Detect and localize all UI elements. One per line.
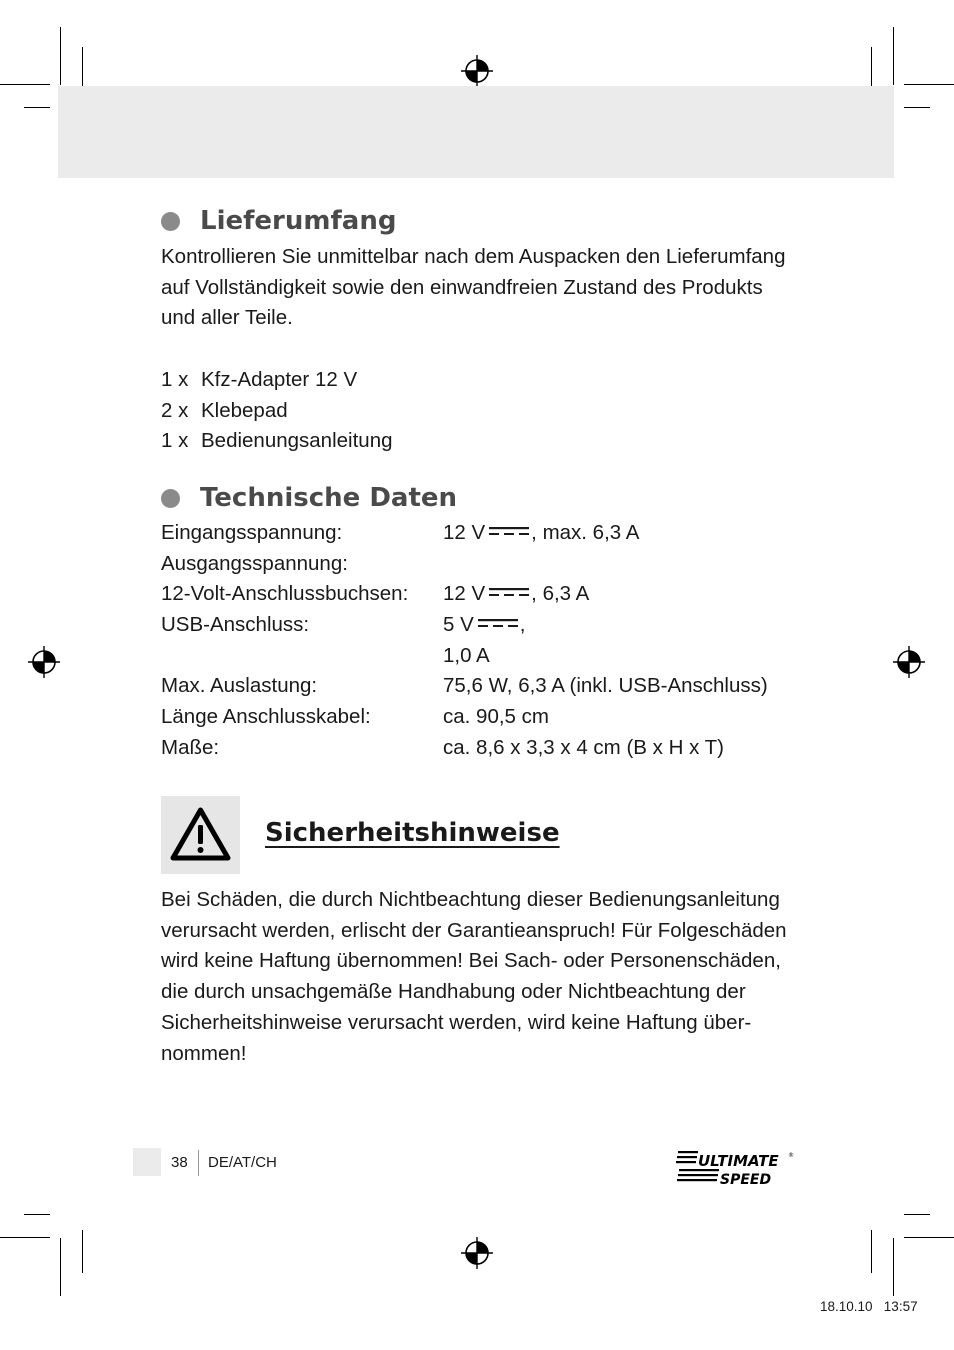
section-title: Technische Daten — [200, 483, 458, 513]
spec-row — [161, 579, 768, 610]
registration-mark-icon — [461, 55, 493, 87]
registration-mark-icon — [28, 646, 60, 678]
crop-mark — [871, 1230, 872, 1273]
spec-value-text: ca. 90,5 cm — [443, 705, 549, 729]
spec-value — [443, 518, 639, 549]
spec-value — [443, 702, 549, 733]
list-item — [161, 365, 393, 396]
spec-row — [161, 671, 768, 702]
logo-text-top: ULTIMATE — [698, 1152, 779, 1170]
item-qty: 1 x — [161, 368, 189, 391]
spec-key: Maße: — [161, 735, 220, 759]
svg-text:®: ® — [788, 1152, 794, 1159]
spec-value — [443, 579, 589, 610]
item-qty: 2 x — [161, 398, 189, 422]
footer-marker — [133, 1148, 161, 1176]
crop-mark — [904, 84, 954, 85]
brand-logo — [676, 1147, 794, 1187]
spec-row — [161, 549, 768, 580]
bullet-icon — [161, 212, 180, 231]
crop-mark — [893, 27, 894, 85]
text-line: Sicherheitshinweise verursacht werden, wird keine Haftung über- — [161, 1010, 752, 1034]
text-line: verursacht werden, erlischt der Garantieanspruch! Für Folgeschäden — [161, 918, 787, 942]
spec-table — [161, 518, 768, 764]
list-item — [161, 396, 393, 427]
header-band — [58, 86, 894, 178]
spec-key — [161, 641, 443, 672]
spec-value-suffix: , 6,3 A — [531, 582, 590, 606]
spec-value-text: 12 V — [443, 582, 486, 606]
crop-mark — [60, 27, 61, 85]
crop-mark — [60, 1238, 61, 1296]
item-name: Bedienungsanleitung — [201, 429, 393, 453]
crop-mark — [904, 1214, 930, 1215]
spec-key: Länge Anschlusskabel: — [161, 705, 371, 729]
page-number: 38 — [171, 1154, 188, 1171]
crop-mark — [893, 1238, 894, 1296]
section-title: Lieferumfang — [200, 206, 397, 236]
section-heading-technische-daten — [161, 483, 457, 513]
text-line: nommen! — [161, 1041, 247, 1065]
item-name: Klebepad — [201, 398, 288, 422]
spec-value-text: 5 V — [443, 613, 474, 637]
spec-value — [443, 610, 525, 641]
print-timestamp: 18.10.10 13:57 — [820, 1299, 918, 1314]
crop-mark — [0, 1237, 50, 1238]
spec-value — [443, 733, 724, 764]
spec-row — [161, 518, 768, 549]
intro-paragraph — [161, 242, 821, 334]
dc-current-icon — [478, 618, 518, 628]
warning-triangle-icon — [161, 796, 240, 874]
section-title-sicherheitshinweise: Sicherheitshinweise — [265, 818, 560, 848]
spec-key: Max. Auslastung: — [161, 674, 318, 698]
section-heading-lieferumfang — [161, 206, 396, 236]
delivery-list — [161, 365, 393, 457]
registration-mark-icon — [893, 646, 925, 678]
logo-text-bottom: SPEED — [720, 1172, 772, 1187]
spec-value-text: ca. 8,6 x 3,3 x 4 cm (B x H x T) — [443, 735, 725, 759]
spec-row — [161, 641, 768, 672]
text-line: wird keine Haftung übernommen! Bei Sach- oder Personenschäden, — [161, 949, 781, 973]
dc-current-icon — [489, 526, 529, 536]
registration-mark-icon — [461, 1237, 493, 1269]
crop-mark — [24, 1214, 50, 1215]
spec-row — [161, 610, 768, 641]
spec-key: 12-Volt-Anschlussbuchsen: — [161, 582, 409, 606]
crop-mark — [82, 1230, 83, 1273]
spec-row — [161, 733, 768, 764]
crop-mark — [0, 84, 50, 85]
crop-mark — [82, 47, 83, 90]
text-line: die durch unsachgemäße Handhabung oder Nichtbeachtung der — [161, 980, 746, 1004]
spec-value-text: 1,0 A — [443, 643, 490, 667]
safety-paragraph — [161, 885, 841, 1069]
spec-row — [161, 702, 768, 733]
spec-value-suffix: , — [519, 613, 526, 637]
text-line: und aller Teile. — [161, 306, 293, 330]
spec-key: USB-Anschluss: — [161, 613, 310, 637]
text-line: auf Vollständigkeit sowie den einwandfreien Zustand des Produkts — [161, 275, 763, 299]
item-name: Kfz-Adapter 12 V — [201, 368, 358, 391]
spec-value — [443, 671, 768, 702]
region-label: DE/AT/CH — [208, 1154, 277, 1171]
text-line: Kontrollieren Sie unmittelbar nach dem Auspacken den Lieferumfang — [161, 245, 786, 268]
divider — [198, 1150, 199, 1176]
spec-value — [443, 641, 490, 672]
crop-mark — [904, 107, 930, 108]
spec-value-suffix: , max. 6,3 A — [531, 521, 640, 544]
crop-mark — [871, 47, 872, 90]
list-item — [161, 426, 393, 457]
item-qty: 1 x — [161, 429, 189, 453]
spec-value-text: 12 V — [443, 521, 486, 544]
spec-key: Eingangsspannung: — [161, 521, 343, 544]
spec-value-text: 75,6 W, 6,3 A (inkl. USB-Anschluss) — [443, 674, 768, 698]
dc-current-icon — [489, 587, 529, 597]
text-line: Bei Schäden, die durch Nichtbeachtung dieser Bedienungsanleitung — [161, 888, 780, 911]
spec-key: Ausgangsspannung: — [161, 551, 348, 575]
warning-box — [161, 796, 240, 874]
bullet-icon — [161, 489, 180, 508]
crop-mark — [904, 1237, 954, 1238]
crop-mark — [24, 107, 50, 108]
